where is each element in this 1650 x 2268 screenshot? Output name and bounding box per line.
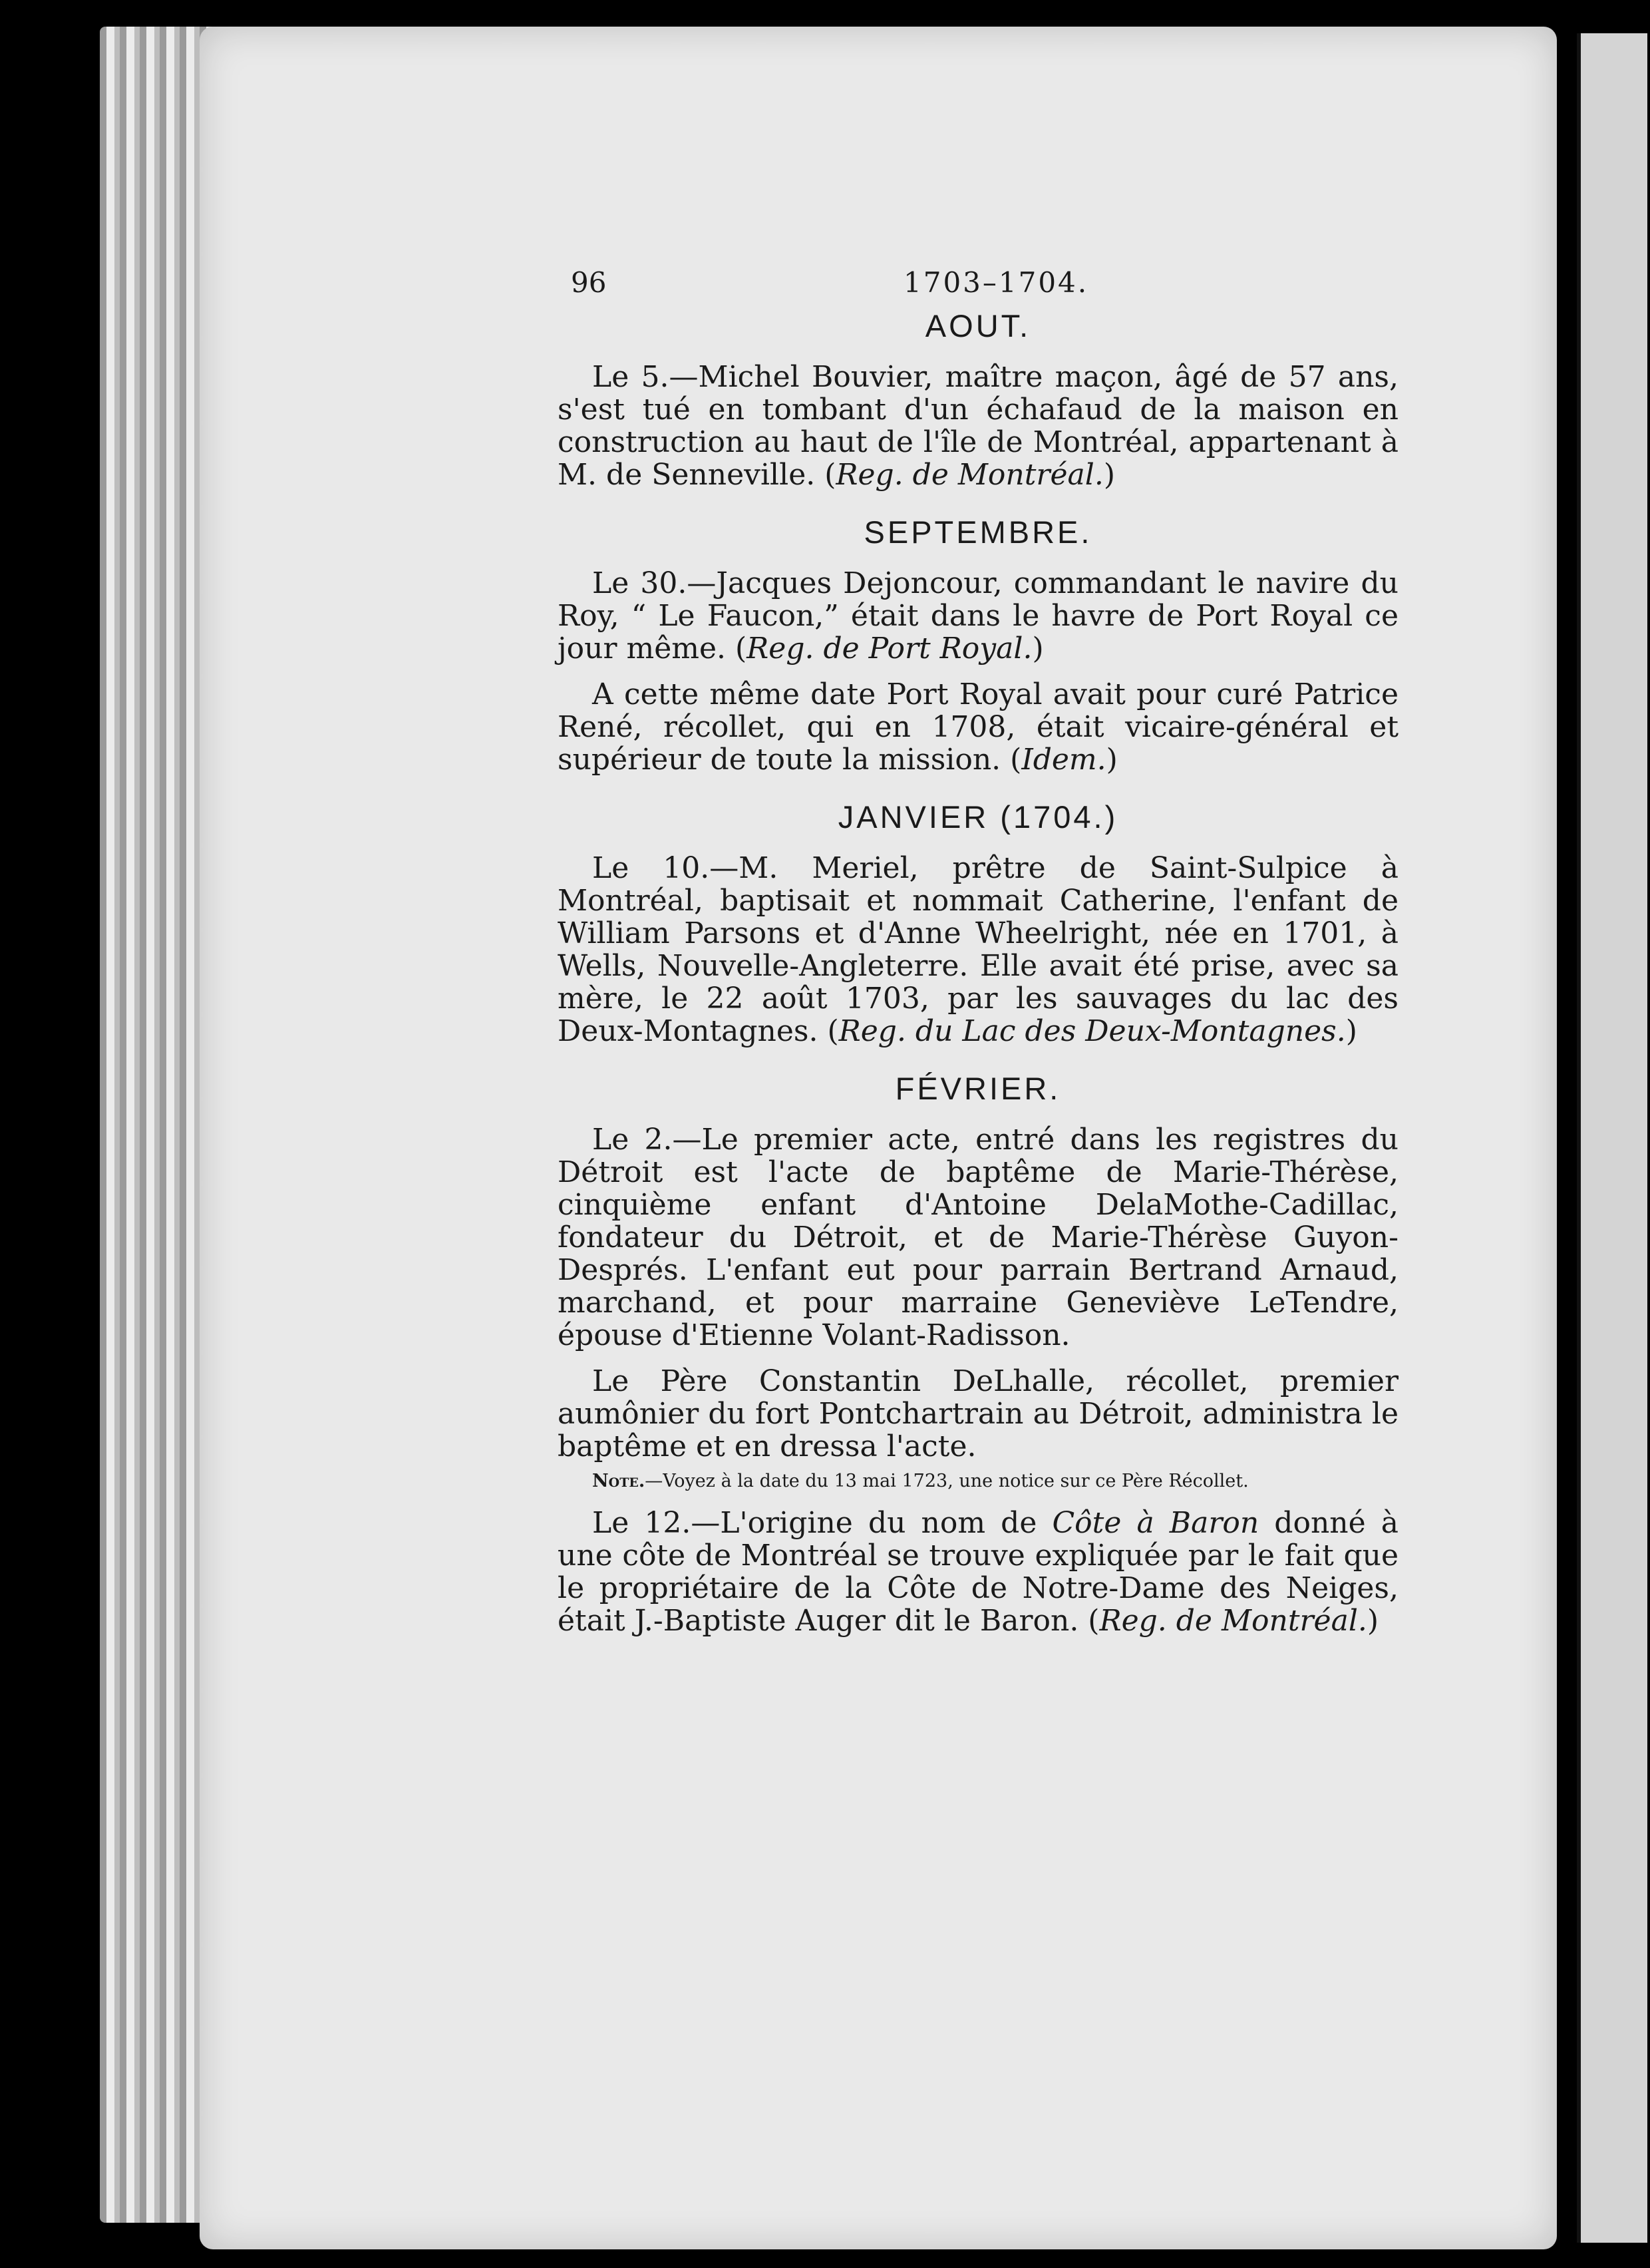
footnote: Note.—Voyez à la date du 13 mai 1723, une notice sur ce Père Récollet. xyxy=(592,1471,1249,1491)
section-heading-aout: AOUT. xyxy=(925,308,1031,343)
entry-fevrier-12: Le 12.—L'origine du nom de Côte à Baron donné à une côte de Montréal se trouve expliquée par le fait que le propriétaire de la Côte de Notre-Dame des Neiges, était J.-Baptiste Auger dit le Baron. (Reg. de Montréal.) xyxy=(558,1506,1399,1638)
entry-janvier-10: Le 10.—M. Meriel, prêtre de Saint-Sulpice à Montréal, baptisait et nommait Catherine, l'enfant de William Parsons et d'Anne Wheelright, née en 1701, à Wells, Nouvelle-Angleterre. Elle avait été prise, avec sa mère, le 22 août 1703, par les sauvages du lac des Deux-Montagnes. (Reg. du Lac des Deux-Montagnes.) xyxy=(558,851,1399,1048)
entry-aout-5: Le 5.—Michel Bouvier, maître maçon, âgé de 57 ans, s'est tué en tombant d'un échafaud de la maison en construction au haut de l'île de Montréal, appartenant à M. de Senneville. (Reg. de Montréal.) xyxy=(558,360,1399,492)
page-text-block xyxy=(558,266,1399,1637)
page-number: 96 xyxy=(571,266,607,299)
running-title-years: 1703–1704. xyxy=(904,266,1089,299)
facing-page-edge xyxy=(1577,33,1647,2243)
entry-fevrier-2: Le 2.—Le premier acte, entré dans les registres du Détroit est l'acte de baptême de Marie-Thérèse, cinquième enfant d'Antoine DelaMothe-Cadillac, fondateur du Détroit, et de Marie-Thérèse Guyon-Després. L'enfant eut pour parrain Bertrand Arnaud, marchand, et pour marraine Geneviève LeTendre, épouse d'Etienne Volant-Radisson. xyxy=(558,1123,1399,1352)
entry-septembre-port-royal: A cette même date Port Royal avait pour curé Patrice René, récollet, qui en 1708, était vicaire-général et supérieur de toute la mission. (Idem.) xyxy=(558,677,1399,777)
section-heading-janvier: JANVIER (1704.) xyxy=(838,799,1118,835)
section-heading-septembre: SEPTEMBRE. xyxy=(864,514,1092,550)
entry-septembre-30: Le 30.—Jacques Dejoncour, commandant le navire du Roy, “ Le Faucon,” était dans le havre de Port Royal ce jour même. (Reg. de Port Royal.) xyxy=(558,566,1399,665)
entry-fevrier-delhalle: Le Père Constantin DeLhalle, récollet, premier aumônier du fort Pontchartrain au Détroit, administra le baptême et en dressa l'acte. xyxy=(558,1364,1399,1463)
running-header xyxy=(558,266,1399,306)
section-heading-fevrier: FÉVRIER. xyxy=(895,1071,1061,1106)
